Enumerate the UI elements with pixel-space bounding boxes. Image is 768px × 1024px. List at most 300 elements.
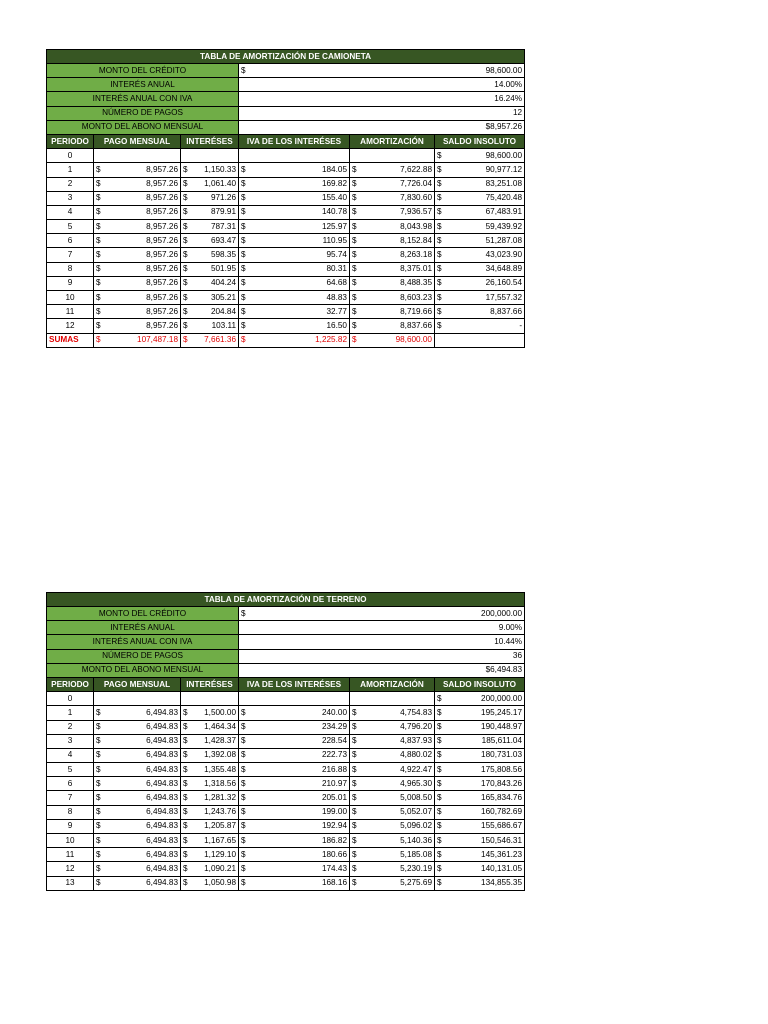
currency-symbol: $ — [352, 193, 357, 203]
money-cell — [435, 291, 525, 305]
currency-symbol: $ — [352, 264, 357, 274]
column-header: IVA DE LOS INTERÉSES — [239, 134, 350, 148]
money-value: 64.68 — [326, 278, 347, 288]
money-cell — [350, 248, 435, 262]
empty-cell — [94, 692, 181, 706]
money-cell — [183, 820, 236, 832]
currency-symbol: $ — [96, 250, 101, 260]
money-cell — [181, 319, 239, 333]
table-row — [47, 777, 525, 791]
money-cell — [183, 320, 236, 332]
money-cell — [437, 764, 522, 776]
column-header-row — [47, 677, 525, 691]
currency-symbol: $ — [352, 722, 357, 732]
money-value: 110.95 — [322, 235, 347, 245]
currency-symbol: $ — [96, 778, 101, 788]
param-label: INTERÉS ANUAL — [47, 78, 239, 92]
currency-symbol: $ — [352, 207, 357, 217]
money-value: 195,245.17 — [481, 707, 523, 717]
currency-symbol: $ — [183, 207, 188, 217]
currency-symbol: $ — [437, 722, 442, 732]
money-cell — [96, 292, 178, 304]
money-cell — [352, 206, 432, 218]
currency-symbol: $ — [241, 821, 246, 831]
param-number: 16.24% — [494, 93, 523, 103]
money-value: 16.50 — [326, 320, 347, 330]
currency-symbol: $ — [96, 736, 101, 746]
money-value: 6,494.83 — [146, 722, 178, 732]
money-cell — [94, 163, 181, 177]
param-value — [239, 635, 525, 649]
currency-symbol: $ — [183, 235, 188, 245]
currency-symbol: $ — [96, 193, 101, 203]
money-cell — [352, 735, 432, 747]
currency-symbol: $ — [183, 793, 188, 803]
money-cell — [350, 848, 435, 862]
money-cell — [435, 205, 525, 219]
money-cell — [241, 778, 347, 790]
money-cell — [239, 276, 350, 290]
money-cell — [241, 277, 347, 289]
money-value: 5,052.07 — [400, 807, 432, 817]
money-cell — [241, 749, 347, 761]
column-header: PERIODO — [47, 677, 94, 691]
money-value: 32.77 — [326, 306, 347, 316]
money-cell — [94, 748, 181, 762]
param-label: INTERÉS ANUAL CON IVA — [47, 635, 239, 649]
money-value: 95.74 — [326, 250, 347, 260]
money-cell — [96, 820, 178, 832]
currency-symbol: $ — [437, 278, 442, 288]
money-cell — [96, 306, 178, 318]
money-value: 98,600.00 — [395, 335, 432, 345]
money-cell — [241, 206, 347, 218]
money-cell — [96, 206, 178, 218]
period-cell: 11 — [47, 848, 94, 862]
money-cell — [183, 721, 236, 733]
money-cell — [96, 178, 178, 190]
money-value: 6,494.83 — [146, 764, 178, 774]
money-cell — [181, 734, 239, 748]
money-cell — [350, 748, 435, 762]
money-cell — [241, 249, 347, 261]
period-cell: 9 — [47, 276, 94, 290]
money-cell — [435, 848, 525, 862]
currency-symbol: $ — [96, 164, 101, 174]
money-cell — [181, 305, 239, 319]
period-cell: 3 — [47, 734, 94, 748]
empty-cell — [239, 692, 350, 706]
table-row — [47, 763, 525, 777]
money-cell — [239, 720, 350, 734]
money-cell — [435, 248, 525, 262]
money-cell — [183, 306, 236, 318]
money-value: 17,557.32 — [485, 292, 523, 302]
currency-symbol: $ — [241, 278, 246, 288]
money-value: 7,726.04 — [400, 179, 432, 189]
currency-symbol: $ — [241, 878, 246, 888]
currency-symbol: $ — [352, 278, 357, 288]
currency-symbol: $ — [96, 750, 101, 760]
money-cell — [350, 706, 435, 720]
money-cell — [239, 205, 350, 219]
money-cell — [181, 862, 239, 876]
money-cell — [94, 177, 181, 191]
money-value: 222.73 — [321, 750, 347, 760]
money-cell — [350, 220, 435, 234]
money-cell — [239, 191, 350, 205]
currency-symbol: $ — [96, 221, 101, 231]
money-cell — [94, 734, 181, 748]
money-cell — [241, 835, 347, 847]
currency-symbol: $ — [183, 179, 188, 189]
money-value: 4,880.02 — [400, 750, 432, 760]
money-cell — [239, 848, 350, 862]
period-cell: 11 — [47, 305, 94, 319]
param-label: MONTO DEL ABONO MENSUAL — [47, 663, 239, 677]
currency-symbol: $ — [241, 306, 246, 316]
money-value: 1,050.98 — [204, 878, 236, 888]
column-header: INTERÉSES — [181, 134, 239, 148]
totals-row — [47, 333, 525, 347]
money-cell — [96, 235, 178, 247]
money-cell — [183, 334, 236, 346]
money-cell — [241, 306, 347, 318]
empty-cell — [181, 149, 239, 163]
money-cell — [183, 863, 236, 875]
table-title: TABLA DE AMORTIZACIÓN DE CAMIONETA — [47, 50, 525, 64]
table-row — [47, 720, 525, 734]
money-cell — [239, 291, 350, 305]
empty-cell — [94, 149, 181, 163]
money-cell — [183, 849, 236, 861]
money-cell — [437, 221, 522, 233]
money-cell — [435, 805, 525, 819]
money-cell — [352, 221, 432, 233]
money-cell — [96, 221, 178, 233]
money-cell — [350, 819, 435, 833]
money-cell — [350, 319, 435, 333]
money-cell — [437, 320, 522, 332]
money-value: 5,096.02 — [400, 821, 432, 831]
money-cell — [183, 221, 236, 233]
money-cell — [437, 263, 522, 275]
money-cell — [183, 835, 236, 847]
money-cell — [181, 262, 239, 276]
currency-symbol: $ — [96, 863, 101, 873]
money-cell — [352, 164, 432, 176]
money-cell — [183, 235, 236, 247]
money-cell — [437, 721, 522, 733]
money-cell — [94, 763, 181, 777]
param-value — [239, 120, 525, 134]
money-value: 8,957.26 — [146, 292, 178, 302]
table-title: TABLA DE AMORTIZACIÓN DE TERRENO — [47, 593, 525, 607]
money-cell — [437, 749, 522, 761]
money-cell — [437, 164, 522, 176]
money-value: 5,140.36 — [400, 835, 432, 845]
money-value: 8,957.26 — [146, 193, 178, 203]
empty-cell — [350, 149, 435, 163]
param-number: 12 — [512, 108, 523, 118]
money-cell — [239, 734, 350, 748]
empty-cell — [435, 333, 525, 347]
currency-symbol: $ — [96, 306, 101, 316]
money-cell — [241, 764, 347, 776]
money-value: 75,420.48 — [485, 193, 523, 203]
currency-symbol: $ — [437, 292, 442, 302]
money-cell — [181, 276, 239, 290]
money-cell — [350, 291, 435, 305]
column-header: AMORTIZACIÓN — [350, 134, 435, 148]
money-cell — [437, 306, 522, 318]
money-cell — [96, 764, 178, 776]
money-cell — [94, 191, 181, 205]
money-value: 174.43 — [321, 863, 347, 873]
period-cell: 0 — [47, 149, 94, 163]
money-cell — [241, 292, 347, 304]
param-number: $8,957.26 — [485, 122, 523, 132]
money-cell — [435, 692, 525, 706]
totals-cell — [239, 333, 350, 347]
money-cell — [181, 205, 239, 219]
money-value: 1,392.08 — [204, 750, 236, 760]
money-cell — [183, 749, 236, 761]
currency-symbol: $ — [437, 250, 442, 260]
money-cell — [437, 277, 522, 289]
money-value: 51,287.08 — [485, 235, 523, 245]
table-row — [47, 862, 525, 876]
currency-symbol: $ — [241, 764, 246, 774]
table-row — [47, 248, 525, 262]
money-cell — [96, 320, 178, 332]
money-value: 140,131.05 — [481, 863, 523, 873]
table-row — [47, 692, 525, 706]
currency-symbol: $ — [352, 750, 357, 760]
currency-symbol: $ — [437, 707, 442, 717]
money-cell — [352, 334, 432, 346]
money-value: 1,355.48 — [204, 764, 236, 774]
money-cell — [181, 720, 239, 734]
money-value: 8,957.26 — [146, 221, 178, 231]
money-cell — [435, 862, 525, 876]
money-cell — [437, 249, 522, 261]
money-value: 103.11 — [211, 320, 236, 330]
money-value: 8,957.26 — [146, 250, 178, 260]
money-value: 8,152.84 — [400, 235, 432, 245]
currency-symbol: $ — [183, 221, 188, 231]
money-cell — [241, 806, 347, 818]
money-cell — [96, 749, 178, 761]
param-value — [239, 649, 525, 663]
money-value: 240.00 — [321, 707, 347, 717]
money-value: 1,205.87 — [204, 821, 236, 831]
money-cell — [437, 792, 522, 804]
currency-symbol: $ — [352, 221, 357, 231]
money-value: 83,251.08 — [485, 179, 523, 189]
param-currency: $ — [241, 608, 246, 618]
money-value: 169.82 — [321, 179, 347, 189]
currency-symbol: $ — [241, 736, 246, 746]
money-cell — [350, 805, 435, 819]
money-value: 5,230.19 — [400, 863, 432, 873]
money-cell — [94, 791, 181, 805]
money-cell — [239, 706, 350, 720]
currency-symbol: $ — [437, 793, 442, 803]
param-number: 200,000.00 — [481, 608, 523, 618]
currency-symbol: $ — [183, 750, 188, 760]
money-cell — [94, 706, 181, 720]
money-value: 8,719.66 — [400, 306, 432, 316]
param-row — [47, 621, 525, 635]
money-cell — [435, 262, 525, 276]
table-row — [47, 234, 525, 248]
table-row — [47, 149, 525, 163]
money-cell — [352, 249, 432, 261]
money-cell — [350, 305, 435, 319]
money-cell — [239, 177, 350, 191]
money-cell — [96, 849, 178, 861]
money-value: 501.95 — [210, 264, 236, 274]
currency-symbol: $ — [183, 335, 188, 345]
money-value: 145,361.23 — [481, 849, 523, 859]
money-cell — [239, 763, 350, 777]
money-cell — [181, 876, 239, 890]
money-value: 192.94 — [321, 821, 347, 831]
money-cell — [94, 720, 181, 734]
column-header: IVA DE LOS INTERÉSES — [239, 677, 350, 691]
currency-symbol: $ — [437, 221, 442, 231]
currency-symbol: $ — [183, 306, 188, 316]
money-value: 971.26 — [210, 193, 236, 203]
money-cell — [181, 805, 239, 819]
money-value: 90,977.12 — [485, 164, 523, 174]
table-row — [47, 748, 525, 762]
money-cell — [94, 834, 181, 848]
money-cell — [181, 834, 239, 848]
currency-symbol: $ — [437, 750, 442, 760]
money-cell — [181, 163, 239, 177]
table-row — [47, 205, 525, 219]
money-cell — [437, 292, 522, 304]
currency-symbol: $ — [183, 292, 188, 302]
table-row — [47, 291, 525, 305]
currency-symbol: $ — [96, 335, 101, 345]
period-cell: 4 — [47, 748, 94, 762]
money-value: 1,500.00 — [204, 707, 236, 717]
money-cell — [352, 849, 432, 861]
param-label: MONTO DEL ABONO MENSUAL — [47, 120, 239, 134]
money-cell — [350, 177, 435, 191]
period-cell: 2 — [47, 720, 94, 734]
table-row — [47, 876, 525, 890]
currency-symbol: $ — [352, 164, 357, 174]
money-cell — [352, 820, 432, 832]
empty-cell — [181, 692, 239, 706]
money-cell — [239, 163, 350, 177]
money-value: 205.01 — [321, 793, 347, 803]
money-cell — [435, 191, 525, 205]
currency-symbol: $ — [437, 264, 442, 274]
currency-symbol: $ — [241, 320, 246, 330]
money-cell — [94, 777, 181, 791]
money-cell — [241, 721, 347, 733]
money-value: 6,494.83 — [146, 878, 178, 888]
money-cell — [181, 191, 239, 205]
money-cell — [435, 819, 525, 833]
currency-symbol: $ — [352, 235, 357, 245]
money-cell — [435, 234, 525, 248]
money-cell — [435, 834, 525, 848]
money-cell — [239, 791, 350, 805]
currency-symbol: $ — [437, 693, 442, 703]
money-cell — [241, 235, 347, 247]
param-row — [47, 64, 525, 78]
currency-symbol: $ — [352, 292, 357, 302]
money-cell — [435, 734, 525, 748]
money-value: 1,167.65 — [204, 835, 236, 845]
currency-symbol: $ — [241, 863, 246, 873]
money-value: 8,957.26 — [146, 235, 178, 245]
param-number: $6,494.83 — [485, 665, 523, 675]
currency-symbol: $ — [183, 835, 188, 845]
money-cell — [241, 863, 347, 875]
money-value: 155,686.67 — [481, 821, 523, 831]
money-cell — [437, 778, 522, 790]
money-cell — [183, 164, 236, 176]
param-value — [239, 92, 525, 106]
period-cell: 6 — [47, 234, 94, 248]
money-cell — [94, 234, 181, 248]
money-cell — [181, 291, 239, 305]
money-value: 8,957.26 — [146, 207, 178, 217]
money-cell — [437, 835, 522, 847]
money-cell — [241, 334, 347, 346]
table-row — [47, 706, 525, 720]
money-cell — [96, 192, 178, 204]
totals-label: SUMAS — [47, 333, 94, 347]
money-value: 4,754.83 — [400, 707, 432, 717]
table-row — [47, 163, 525, 177]
currency-symbol: $ — [437, 821, 442, 831]
money-cell — [94, 205, 181, 219]
period-cell: 6 — [47, 777, 94, 791]
period-cell: 10 — [47, 291, 94, 305]
period-cell: 1 — [47, 163, 94, 177]
money-value: 6,494.83 — [146, 821, 178, 831]
money-cell — [435, 720, 525, 734]
money-cell — [183, 735, 236, 747]
money-cell — [437, 235, 522, 247]
period-cell: 0 — [47, 692, 94, 706]
param-number: 98,600.00 — [485, 65, 523, 75]
currency-symbol: $ — [183, 320, 188, 330]
table-row — [47, 276, 525, 290]
money-cell — [437, 863, 522, 875]
money-cell — [352, 292, 432, 304]
money-cell — [435, 777, 525, 791]
money-cell — [183, 778, 236, 790]
money-cell — [94, 862, 181, 876]
currency-symbol: $ — [241, 722, 246, 732]
money-value: 204.84 — [210, 306, 236, 316]
money-value: 1,243.76 — [204, 807, 236, 817]
money-cell — [350, 276, 435, 290]
money-cell — [96, 735, 178, 747]
money-cell — [181, 777, 239, 791]
currency-symbol: $ — [96, 179, 101, 189]
currency-symbol: $ — [183, 849, 188, 859]
